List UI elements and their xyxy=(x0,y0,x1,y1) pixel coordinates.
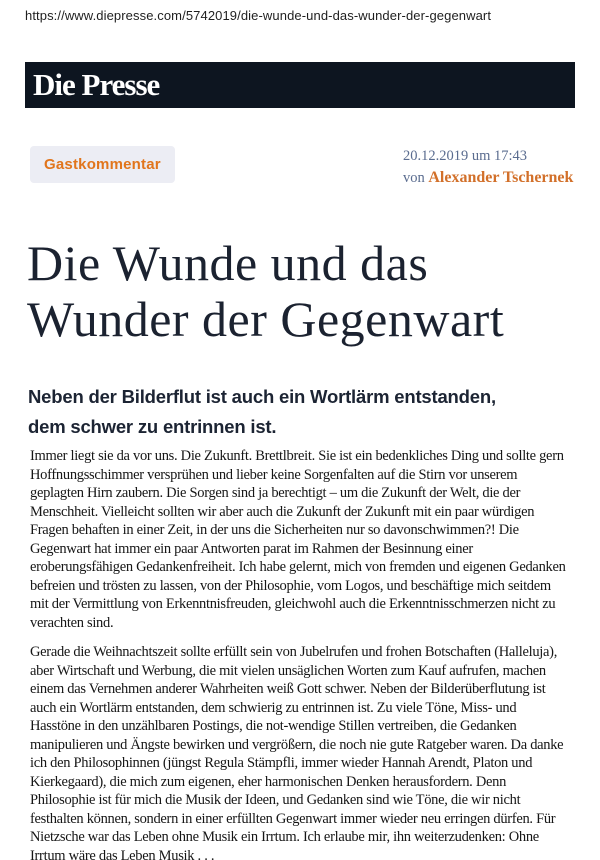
byline xyxy=(403,169,573,187)
headline-line-1: Die Wunde und das xyxy=(27,235,429,291)
masthead-banner[interactable] xyxy=(25,62,575,108)
article-headline xyxy=(27,235,592,347)
body-paragraph-1: Immer liegt sie da vor uns. Die Zukunft. Brettlbreit. Sie ist ein bedenkliches Ding und sollte gern Hoffnungsschimmer versprühen und lieber keine Sorgenfalten auf die Stirn vor unserem geplagten Hirn zaubern. Die Sorgen sind ja berechtigt – um die Zukunft der Welt, die der Menschheit. Vielleicht sollten wir aber auch die Zukunft der Zukunft mit ein paar würdigen Fragen behaften in einer Zeit, in der uns die Sicherheiten nur so davonschwimmen?! Die Gegenwart hat immer ein paar Antworten parat im Rahmen der Besinnung einer eroberungsfähigen Gedankenfreiheit. Ich habe gelernt, mich von fremden und eigenen Gedanken befreien und trösten zu lassen, von der Philosophie, vom Logos, und beschäftige mich seitdem mit der Vermittlung von Erkenntnisfreuden, gleichwohl auch die Erkenntnisschmerzen nicht zu verachten sind. xyxy=(30,448,566,631)
lead-line-1: Neben der Bilderflut ist auch ein Wortlärm entstanden, xyxy=(28,386,496,407)
publish-date: 20.12.2019 um 17:43 xyxy=(403,148,528,164)
body-paragraph-2: Gerade die Weihnachtszeit sollte erfüllt sein von Jubelrufen und frohen Botschaften (Halleluja), aber Wirtschaft und Werbung, die mit vielen unsäglichen Worten zum Kauf aufrufen, machen einem das Vernehmen anderer Wahrheiten weiß Gott schwer. Neben der Bilderüberflutung ist auch ein Wortlärm entstanden, dem schwierig zu entrinnen ist. Zu viele Töne, Miss- und Hasstöne in den unzählbaren Postings, die not-wendige Stillen vertreiben, die Gedanken manipulieren und Ängste bewirken und vergrößern, die noch nie gute Ratgeber waren. Da danke ich den Philosophinnen (jüngst Regula Stämpfli, immer wieder Hannah Arendt, Platon und Kierkegaard), die mich zum eigenen, eher harmonischen Denken herausfordern. Denn Philosophie ist für mich die Musik der Ideen, und Gedanken sind wie Töne, die wir nicht festhalten können, sondern in einer erfüllten Gegenwart immer wieder neu erringen dürfen. Für Nietzsche war das Leben ohne Musik ein Irrtum. Ich erlaube mir, ihn weiterzudenken: Ohne Irrtum wäre das Leben Musik . . . xyxy=(30,644,564,860)
byline-prefix: von xyxy=(403,170,429,186)
article-body xyxy=(30,447,590,860)
lead-line-2: dem schwer zu entrinnen ist. xyxy=(28,416,277,437)
headline-line-2: Wunder der Gegenwart xyxy=(27,291,505,347)
article-meta xyxy=(403,148,573,187)
page-url: https://www.diepresse.com/5742019/die-wunde-und-das-wunder-der-gegenwart xyxy=(25,8,492,23)
author-link[interactable]: Alexander Tschernek xyxy=(428,169,574,186)
category-badge-gastkommentar[interactable]: Gastkommentar xyxy=(30,146,175,183)
die-presse-logo[interactable]: Die Presse xyxy=(33,67,160,102)
article-lead xyxy=(28,382,568,442)
